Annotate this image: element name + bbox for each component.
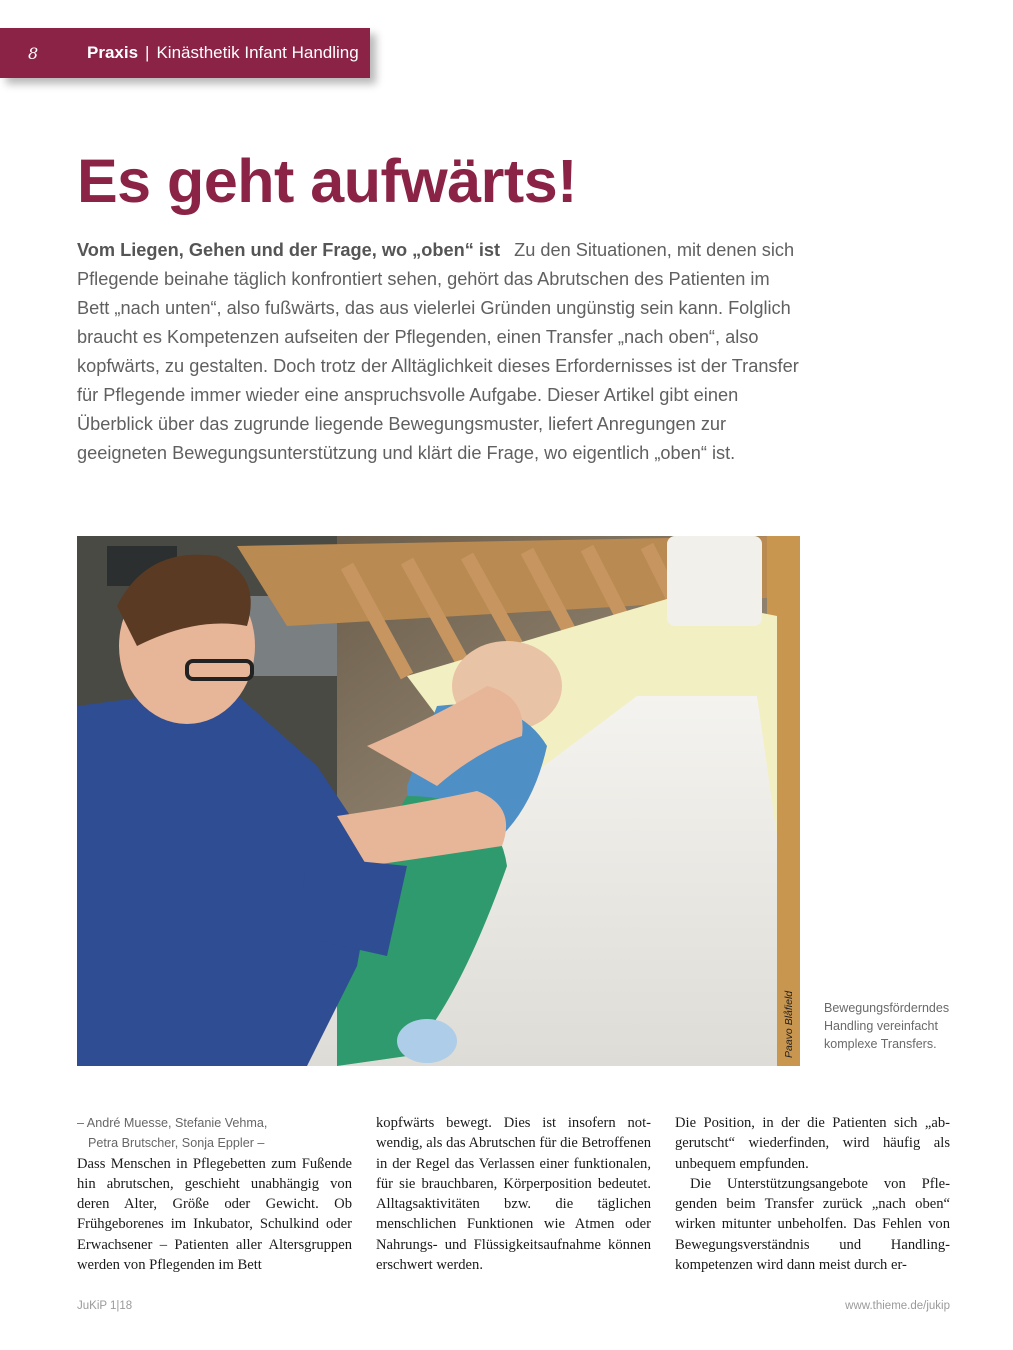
authors (77, 1113, 352, 1154)
body-paragraph: kopfwärts bewegt. Dies ist insofern notwendig, als das Abrutschen für die Betroffenen in der Regel das Verlassen einer funktionalen, für sie brauchbaren, Körperposition bedeutet. Alltagsaktivitäten bzw. die täglichen menschlichen Funktionen wie Atmen oder Nahrungs- und Flüssigkeitsaufnahme können erschwert werden. (376, 1115, 651, 1274)
article-title: Es geht aufwärts! (77, 147, 577, 215)
body-paragraph: Die Unterstützungsangebote von Pflegenden beim Transfer zurück „nach oben“ wirken mitunter unbeholfen. Das Fehlen von Bewegungsverständnis und Handlingkompetenzen wird dann meist durch er- (675, 1175, 950, 1274)
lead-text: Zu den Situationen, mit denen sich Pflegende beinahe täglich konfrontiert sehen, gehört das Abrutschen des Patienten im Bett „nach unten“, also fußwärts, das aus vielerlei Gründen ungünstig sein kann. Folglich braucht es Kompetenzen aufseiten der Pflegenden, einen Transfer „nach oben“, also kopfwärts, zu gestalten. Doch trotz der Alltäglichkeit dieses Erfordernisses ist der Transfer für Pflegende immer wieder eine anspruchsvolle Aufgabe. Dieser Artikel gibt einen Überblick über das zugrunde liegende Bewegungsmuster, liefert Anregungen zur geeigneten Bewegungsunterstützung und klärt die Frage, wo eigentlich „oben“ ist. (77, 240, 799, 463)
journal-url: www.thieme.de/jukip (845, 1300, 950, 1312)
photo-caption: Bewegungsförderndes Handling vereinfacht komplexe Transfers. (824, 1001, 950, 1051)
lead-heading: Vom Liegen, Gehen und der Frage, wo „oben“ ist (77, 240, 501, 260)
nurse-with-infant-photo (77, 536, 800, 1066)
article-lead (77, 236, 801, 468)
photo-credit: Paavo Blåfield (783, 990, 795, 1058)
authors-line-1: – André Muesse, Stefanie Vehma, (77, 1116, 268, 1130)
text-column-2 (376, 1113, 651, 1275)
section-topic: Kinästhetik Infant Handling (156, 43, 359, 62)
body-paragraph: Dass Menschen in Pflegebetten zum Fußende hin abrutschen, geschieht unabhängig von deren Alter, Größe oder Gewicht. Ob Frühgeborenes im Inkubator, Schulkind oder Erwachsener – Patienten aller Altersgruppen werden von Pflegenden im Bett (77, 1155, 352, 1274)
text-column-3 (675, 1113, 950, 1275)
section-header-tab (0, 28, 370, 78)
section-separator: | (145, 43, 150, 62)
page-number: 8 (28, 43, 39, 63)
journal-issue: JuKiP 1|18 (77, 1300, 133, 1312)
section-name: Praxis (87, 43, 139, 62)
authors-line-2: Petra Brutscher, Sonja Eppler – (88, 1136, 265, 1151)
body-paragraph: Die Position, in der die Patienten sich „abgerutscht“ wiederfinden, wird häufig als unbequem empfunden. (675, 1115, 950, 1172)
text-column-1 (77, 1113, 352, 1275)
section-label (87, 43, 359, 63)
article-photo (77, 536, 800, 1066)
